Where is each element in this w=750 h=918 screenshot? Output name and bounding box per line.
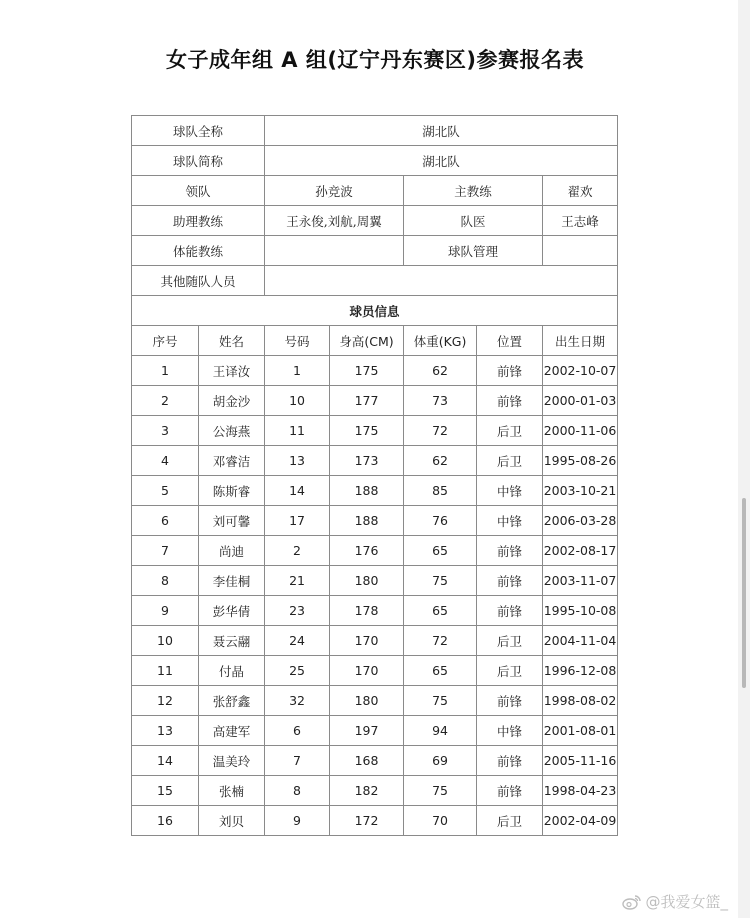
column-header: 序号 xyxy=(132,326,199,356)
manager-value xyxy=(543,236,618,266)
doctor-label: 队医 xyxy=(404,206,543,236)
player-name: 付晶 xyxy=(199,656,265,686)
column-header: 身高(CM) xyxy=(330,326,404,356)
short-name-value: 湖北队 xyxy=(265,146,618,176)
player-height: 170 xyxy=(330,656,404,686)
player-weight: 62 xyxy=(404,356,477,386)
player-weight: 65 xyxy=(404,596,477,626)
player-weight: 65 xyxy=(404,536,477,566)
player-number: 15 xyxy=(132,776,199,806)
page-title: 女子成年组 A 组(辽宁丹东赛区)参赛报名表 xyxy=(165,48,585,72)
player-number: 16 xyxy=(132,806,199,836)
player-height: 168 xyxy=(330,746,404,776)
player-weight: 65 xyxy=(404,656,477,686)
others-row xyxy=(132,266,618,296)
player-position: 后卫 xyxy=(477,446,543,476)
player-number: 8 xyxy=(132,566,199,596)
player-name: 王译汝 xyxy=(199,356,265,386)
player-position: 前锋 xyxy=(477,566,543,596)
registration-table xyxy=(131,115,618,836)
others-label: 其他随队人员 xyxy=(132,266,265,296)
head-coach-label: 主教练 xyxy=(404,176,543,206)
weibo-icon xyxy=(622,894,642,910)
column-header: 体重(KG) xyxy=(404,326,477,356)
table-row xyxy=(132,386,618,416)
column-header: 号码 xyxy=(265,326,330,356)
jersey-number: 8 xyxy=(265,776,330,806)
jersey-number: 1 xyxy=(265,356,330,386)
fitness-label: 体能教练 xyxy=(132,236,265,266)
player-number: 11 xyxy=(132,656,199,686)
player-position: 中锋 xyxy=(477,506,543,536)
player-height: 182 xyxy=(330,776,404,806)
player-position: 前锋 xyxy=(477,386,543,416)
player-height: 170 xyxy=(330,626,404,656)
player-birthdate: 2003-11-07 xyxy=(543,566,618,596)
head-coach-value: 翟欢 xyxy=(543,176,618,206)
table-row xyxy=(132,656,618,686)
players-section-title: 球员信息 xyxy=(132,296,618,326)
player-number: 12 xyxy=(132,686,199,716)
jersey-number: 10 xyxy=(265,386,330,416)
table-row xyxy=(132,536,618,566)
player-name: 彭华倩 xyxy=(199,596,265,626)
player-position: 后卫 xyxy=(477,626,543,656)
jersey-number: 17 xyxy=(265,506,330,536)
player-name: 张舒鑫 xyxy=(199,686,265,716)
player-position: 中锋 xyxy=(477,716,543,746)
player-position: 后卫 xyxy=(477,806,543,836)
player-name: 尚迪 xyxy=(199,536,265,566)
table-row xyxy=(132,476,618,506)
table-row xyxy=(132,506,618,536)
table-row xyxy=(132,416,618,446)
fitness-row xyxy=(132,236,618,266)
player-number: 13 xyxy=(132,716,199,746)
manager-label: 球队管理 xyxy=(404,236,543,266)
table-row xyxy=(132,746,618,776)
player-name: 聂云翮 xyxy=(199,626,265,656)
player-position: 前锋 xyxy=(477,686,543,716)
player-height: 175 xyxy=(330,416,404,446)
team-short-name-row xyxy=(132,146,618,176)
assistant-value: 王永俊,刘航,周翼 xyxy=(265,206,404,236)
player-height: 178 xyxy=(330,596,404,626)
jersey-number: 24 xyxy=(265,626,330,656)
jersey-number: 14 xyxy=(265,476,330,506)
player-number: 1 xyxy=(132,356,199,386)
player-height: 175 xyxy=(330,356,404,386)
player-weight: 75 xyxy=(404,686,477,716)
player-rows xyxy=(132,356,618,836)
player-weight: 73 xyxy=(404,386,477,416)
player-name: 李佳桐 xyxy=(199,566,265,596)
player-birthdate: 1998-08-02 xyxy=(543,686,618,716)
player-weight: 75 xyxy=(404,776,477,806)
player-number: 10 xyxy=(132,626,199,656)
player-birthdate: 2006-03-28 xyxy=(543,506,618,536)
jersey-number: 21 xyxy=(265,566,330,596)
player-height: 180 xyxy=(330,566,404,596)
table-row xyxy=(132,686,618,716)
player-number: 5 xyxy=(132,476,199,506)
doctor-value: 王志峰 xyxy=(543,206,618,236)
player-name: 刘贝 xyxy=(199,806,265,836)
player-height: 188 xyxy=(330,506,404,536)
player-birthdate: 2000-01-03 xyxy=(543,386,618,416)
player-weight: 85 xyxy=(404,476,477,506)
player-position: 前锋 xyxy=(477,356,543,386)
player-name: 胡金沙 xyxy=(199,386,265,416)
player-weight: 94 xyxy=(404,716,477,746)
player-weight: 70 xyxy=(404,806,477,836)
leader-label: 领队 xyxy=(132,176,265,206)
column-header: 姓名 xyxy=(199,326,265,356)
table-row xyxy=(132,446,618,476)
player-weight: 69 xyxy=(404,746,477,776)
column-header: 位置 xyxy=(477,326,543,356)
player-weight: 62 xyxy=(404,446,477,476)
player-height: 177 xyxy=(330,386,404,416)
jersey-number: 23 xyxy=(265,596,330,626)
jersey-number: 11 xyxy=(265,416,330,446)
player-birthdate: 2002-04-09 xyxy=(543,806,618,836)
player-position: 后卫 xyxy=(477,416,543,446)
player-birthdate: 2002-10-07 xyxy=(543,356,618,386)
watermark xyxy=(622,891,728,912)
player-position: 前锋 xyxy=(477,746,543,776)
table-row xyxy=(132,716,618,746)
player-number: 7 xyxy=(132,536,199,566)
leader-row xyxy=(132,176,618,206)
player-name: 公海燕 xyxy=(199,416,265,446)
player-name: 刘可馨 xyxy=(199,506,265,536)
player-birthdate: 2002-08-17 xyxy=(543,536,618,566)
player-height: 176 xyxy=(330,536,404,566)
player-name: 高建军 xyxy=(199,716,265,746)
table-row xyxy=(132,596,618,626)
table-row xyxy=(132,566,618,596)
jersey-number: 9 xyxy=(265,806,330,836)
leader-value: 孙竞波 xyxy=(265,176,404,206)
player-birthdate: 1998-04-23 xyxy=(543,776,618,806)
player-birthdate: 2005-11-16 xyxy=(543,746,618,776)
player-birthdate: 1995-10-08 xyxy=(543,596,618,626)
player-weight: 72 xyxy=(404,416,477,446)
player-birthdate: 1995-08-26 xyxy=(543,446,618,476)
table-row xyxy=(132,806,618,836)
player-weight: 75 xyxy=(404,566,477,596)
player-height: 180 xyxy=(330,686,404,716)
player-height: 197 xyxy=(330,716,404,746)
full-name-value: 湖北队 xyxy=(265,116,618,146)
player-number: 9 xyxy=(132,596,199,626)
jersey-number: 2 xyxy=(265,536,330,566)
player-number: 3 xyxy=(132,416,199,446)
player-weight: 72 xyxy=(404,626,477,656)
jersey-number: 25 xyxy=(265,656,330,686)
player-number: 4 xyxy=(132,446,199,476)
players-section-row xyxy=(132,296,618,326)
jersey-number: 13 xyxy=(265,446,330,476)
player-birthdate: 2000-11-06 xyxy=(543,416,618,446)
player-name: 温美玲 xyxy=(199,746,265,776)
player-birthdate: 2004-11-04 xyxy=(543,626,618,656)
player-height: 172 xyxy=(330,806,404,836)
team-full-name-row xyxy=(132,116,618,146)
others-value xyxy=(265,266,618,296)
player-birthdate: 1996-12-08 xyxy=(543,656,618,686)
player-number: 14 xyxy=(132,746,199,776)
player-header-row xyxy=(132,326,618,356)
player-position: 中锋 xyxy=(477,476,543,506)
player-name: 陈斯睿 xyxy=(199,476,265,506)
player-number: 2 xyxy=(132,386,199,416)
player-position: 前锋 xyxy=(477,776,543,806)
player-number: 6 xyxy=(132,506,199,536)
player-height: 173 xyxy=(330,446,404,476)
table-row xyxy=(132,776,618,806)
short-name-label: 球队简称 xyxy=(132,146,265,176)
player-position: 前锋 xyxy=(477,596,543,626)
player-name: 邓睿洁 xyxy=(199,446,265,476)
jersey-number: 32 xyxy=(265,686,330,716)
player-position: 后卫 xyxy=(477,656,543,686)
player-height: 188 xyxy=(330,476,404,506)
assistant-label: 助理教练 xyxy=(132,206,265,236)
watermark-text: @我爱女篮_ xyxy=(645,893,728,911)
jersey-number: 7 xyxy=(265,746,330,776)
player-birthdate: 2001-08-01 xyxy=(543,716,618,746)
jersey-number: 6 xyxy=(265,716,330,746)
table-row xyxy=(132,356,618,386)
column-header: 出生日期 xyxy=(543,326,618,356)
assistant-row xyxy=(132,206,618,236)
player-birthdate: 2003-10-21 xyxy=(543,476,618,506)
scrollbar[interactable] xyxy=(742,498,746,688)
player-weight: 76 xyxy=(404,506,477,536)
fitness-value xyxy=(265,236,404,266)
table-row xyxy=(132,626,618,656)
full-name-label: 球队全称 xyxy=(132,116,265,146)
player-name: 张楠 xyxy=(199,776,265,806)
player-position: 前锋 xyxy=(477,536,543,566)
